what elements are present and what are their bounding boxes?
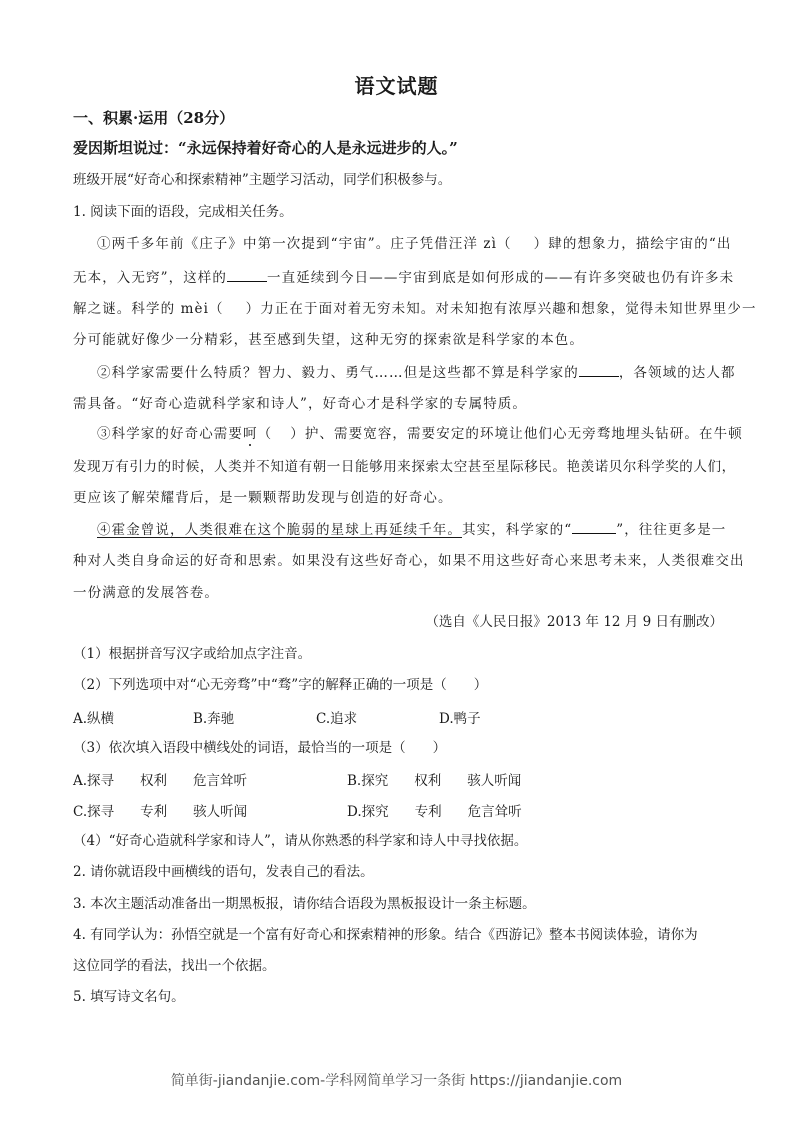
dotted-character: 呵 (243, 426, 258, 442)
option-word: 专利 (140, 804, 168, 820)
p4-text: 其实，科学家的“ (462, 522, 573, 538)
p1-text: ①两千多年前《庄子》中第一次提到“宇宙”。庄子凭借汪洋 zì（ (97, 236, 512, 252)
paragraph-3-line-1 (97, 424, 743, 444)
sub2-option-b[interactable]: B.奔驰 (193, 711, 235, 727)
fill-blank-1[interactable] (227, 267, 267, 282)
question-4-line-2: 这位同学的看法，找出一个依据。 (73, 958, 276, 974)
source-citation: （选自《人民日报》2013 年 12 月 9 日有删改） (425, 614, 723, 630)
p4-text: ”，往往更多是一 (616, 522, 727, 538)
sub-question-4: （4）“好奇心造就科学家和诗人”，请从你熟悉的科学家和诗人中寻找依据。 (73, 833, 528, 849)
sub2-option-a[interactable]: A.纵横 (73, 711, 115, 727)
p1-text: 解之谜。科学的 mèi（ (73, 301, 224, 317)
option-word: B.探究 (347, 773, 389, 789)
einstein-quote: 爱因斯坦说过：“永远保持着好奇心的人是永远进步的人。” (73, 139, 458, 157)
paragraph-3-line-2: 发现万有引力的时候，人类并不知道有朝一日能够用来探索太空甚至星际移民。艳羡诺贝尔科学奖的人们， (73, 459, 736, 475)
sub3-option-c[interactable] (73, 800, 247, 820)
p3-text: （ (257, 426, 273, 442)
question-3: 3. 本次主题活动准备出一期黑板报，请你结合语段为黑板报设计一条主标题。 (73, 896, 536, 912)
p1-text: 无本，入无窍”，这样的 (73, 270, 228, 286)
paragraph-4-line-3: 一份满意的发展答卷。 (73, 585, 219, 601)
question-2: 2. 请你就语段中画横线的语句，发表自己的看法。 (73, 864, 374, 880)
sub3-option-b[interactable] (347, 769, 521, 789)
p3-text: ③科学家的好奇心需要 (97, 426, 243, 442)
section-heading: 一、积累·运用（28分） (73, 109, 235, 127)
sub3-option-d[interactable] (347, 800, 522, 820)
p3-text: ）护、需要宽容，需要安定的环境让他们心无旁骛地埋头钻研。在牛顿 (290, 426, 743, 442)
option-word: 骇人听闻 (467, 773, 522, 789)
page-title: 语文试题 (354, 74, 439, 98)
p1-text: ）肆的想象力，描绘宇宙的“出 (533, 236, 732, 252)
paragraph-4-line-2: 种对人类自身命运的好奇和思索。如果没有这些好奇心，如果不用这些好奇心来思考未来，人类很难交出 (73, 553, 745, 569)
question-5: 5. 填写诗文名句。 (73, 989, 185, 1005)
sub-question-2: （2）下列选项中对“心无旁骛”中“骛”字的解释正确的一项是（ ） (73, 677, 488, 693)
fill-blank-2[interactable] (579, 362, 619, 377)
paragraph-3-line-3: 更应该了解荣耀背后，是一颗颗帮助发现与创造的好奇心。 (73, 490, 453, 506)
paragraph-2-line-2: 需具备。“好奇心造就科学家和诗人”，好奇心才是科学家的专属特质。 (73, 396, 528, 412)
question-4-line-1: 4. 有同学认为：孙悟空就是一个富有好奇心和探索精神的形象。结合《西游记》整本书阅读体验，请你为 (73, 927, 698, 943)
option-word: C.探寻 (73, 804, 115, 820)
paragraph-1-line-4: 分可能就好像少一分精彩，甚至感到失望，这种无穷的探索欲是科学家的本色。 (73, 332, 584, 348)
p2-text: ，各领域的达人都 (618, 365, 736, 381)
option-word: 危言耸听 (193, 773, 248, 789)
underlined-sentence: ④霍金曾说，人类很难在这个脆弱的星球上再延续千年。 (97, 522, 462, 538)
p1-text: ）力正在于面对着无穷未知。对未知抱有浓厚兴趣和想象，觉得未知世界里少一 (245, 301, 757, 317)
fill-blank-3[interactable] (572, 519, 616, 534)
paragraph-1-line-2 (73, 267, 735, 288)
sub2-option-c[interactable]: C.追求 (316, 711, 358, 727)
option-word: 权利 (140, 773, 168, 789)
paragraph-1-line-3 (73, 299, 757, 319)
p1-text: 一直延续到今日——宇宙到底是如何形成的——有许多突破也仍有许多未 (267, 270, 735, 286)
question-1-stem: 1. 阅读下面的语段，完成相关任务。 (73, 204, 293, 220)
p2-text: ②科学家需要什么特质？智力、毅力、勇气……但是这些都不算是科学家的 (97, 365, 579, 381)
sub-question-1: （1）根据拼音写汉字或给加点字注音。 (73, 646, 312, 662)
option-word: 专利 (414, 804, 442, 820)
sub2-option-d[interactable]: D.鸭子 (439, 711, 481, 727)
activity-intro: 班级开展“好奇心和探索精神”主题学习活动，同学们积极参与。 (73, 172, 452, 188)
paragraph-4-line-1 (97, 519, 727, 540)
option-word: 骇人听闻 (193, 804, 248, 820)
paragraph-1-line-1 (97, 234, 732, 254)
watermark-footer: 简单街-jiandanjie.com-学科网简单学习一条街 https://jiandanjie.com (170, 1073, 623, 1089)
paragraph-2-line-1 (97, 362, 736, 383)
option-word: 权利 (414, 773, 442, 789)
option-word: D.探究 (347, 804, 389, 820)
option-word: A.探寻 (73, 773, 115, 789)
sub-question-3: （3）依次填入语段中横线处的词语，最恰当的一项是（ ） (73, 740, 447, 756)
option-word: 危言耸听 (467, 804, 522, 820)
sub3-option-a[interactable] (73, 769, 247, 789)
